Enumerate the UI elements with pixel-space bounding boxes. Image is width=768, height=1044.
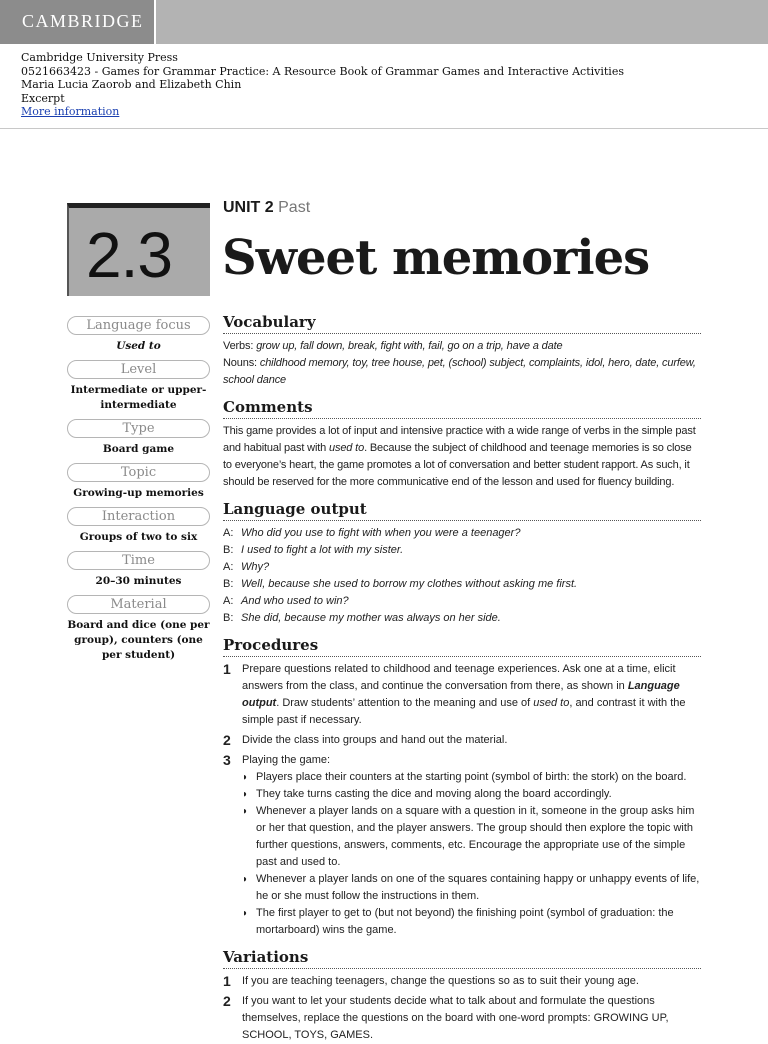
- bullet-icon: ◗: [242, 772, 249, 783]
- vocabulary-verbs: [223, 338, 701, 355]
- variation-number: 2: [223, 993, 231, 1009]
- value-time: 20–30 minutes: [95, 575, 182, 587]
- step-text-emphasis: used to: [533, 697, 570, 709]
- header-divider: [0, 128, 768, 129]
- dialogue-text: Why?: [241, 561, 270, 573]
- excerpt-label: Excerpt: [21, 91, 65, 105]
- step-number: 1: [223, 661, 231, 677]
- label-language-focus: Language focus: [67, 316, 210, 335]
- speaker-label: B:: [223, 578, 234, 590]
- label-time: Time: [67, 551, 210, 570]
- label-type: Type: [67, 419, 210, 438]
- step-text: Prepare questions related to childhood and teenage experiences. Ask one at a time, elicit answers from the class, and continue the conversation from there, as shown in: [242, 663, 676, 692]
- procedures-heading: Procedures: [223, 635, 701, 657]
- variation-text: If you are teaching teenagers, change the questions so as to suit their young age.: [242, 975, 639, 987]
- dialogue-text: I used to fight a lot with my sister.: [241, 544, 404, 556]
- value-language-focus: Used to: [116, 340, 161, 352]
- bullet-item: [223, 905, 701, 939]
- step-text: , and contrast it with the simple past if necessary.: [242, 697, 686, 726]
- bullet-item: [223, 786, 701, 803]
- dialogue-line: [223, 525, 701, 542]
- bullet-text: The first player to get to (but not beyond) the finishing point (symbol of graduation: the mortarboard) wins the game.: [256, 907, 674, 936]
- unit-name: UNIT 2: [223, 199, 274, 216]
- bullet-icon: ◗: [242, 908, 249, 919]
- step-text: Divide the class into groups and hand out the material.: [242, 734, 508, 746]
- unit-number: 2.3: [86, 219, 172, 291]
- dialogue-text: Who did you use to fight with when you were a teenager?: [241, 527, 521, 539]
- bullet-icon: ◗: [242, 806, 249, 817]
- label-material: Material: [67, 595, 210, 614]
- language-output-heading: Language output: [223, 499, 701, 521]
- dialogue-line: [223, 576, 701, 593]
- dialogue-text: She did, because my mother was always on her side.: [241, 612, 501, 624]
- procedure-step-3: [223, 752, 701, 769]
- bullet-icon: ◗: [242, 874, 249, 885]
- dialogue-line: [223, 610, 701, 627]
- logo-box: [0, 0, 156, 44]
- dialogue-line: [223, 542, 701, 559]
- value-topic: Growing-up memories: [73, 487, 204, 499]
- bullet-item: [223, 803, 701, 871]
- bullet-text: Whenever a player lands on one of the squares containing happy or unhappy events of life, he or she must follow the instructions in them.: [256, 873, 700, 902]
- main-content: [223, 312, 701, 1044]
- value-interaction: Groups of two to six: [79, 531, 198, 543]
- bullet-text: They take turns casting the dice and moving along the board accordingly.: [256, 788, 612, 800]
- value-level: Intermediate or upper-intermediate: [70, 384, 207, 411]
- bullet-icon: ◗: [242, 789, 249, 800]
- dialogue-text: And who used to win?: [241, 595, 349, 607]
- speaker-label: A:: [223, 595, 234, 607]
- comments-heading: Comments: [223, 397, 701, 419]
- vocabulary-heading: Vocabulary: [223, 312, 701, 334]
- step-text-bold: Language output: [242, 680, 680, 709]
- comments-text-part1: This game provides a lot of input and intensive practice with a wide range of verbs in the simple past and habitual past with: [223, 425, 696, 454]
- dialogue-text: Well, because she used to borrow my clothes without asking me first.: [241, 578, 578, 590]
- verbs-list: grow up, fall down, break, fight with, fail, go on a trip, have a date: [256, 340, 563, 352]
- bullet-text: Players place their counters at the starting point (symbol of birth: the stork) on the board.: [256, 771, 687, 783]
- step-text: . Draw students’ attention to the meaning and use of: [276, 697, 534, 709]
- nouns-label: Nouns:: [223, 357, 257, 369]
- publisher-info: [21, 51, 624, 119]
- vocabulary-nouns: [223, 355, 701, 389]
- more-information-link[interactable]: More information: [21, 105, 120, 119]
- variation-number: 1: [223, 973, 231, 989]
- bullet-item: [223, 769, 701, 786]
- label-level: Level: [67, 360, 210, 379]
- speaker-label: A:: [223, 527, 234, 539]
- value-material: Board and dice (one per group), counters (one per student): [67, 619, 210, 661]
- step-text: Playing the game:: [242, 754, 331, 766]
- bullet-item: [223, 871, 701, 905]
- page-title: Sweet memories: [222, 230, 650, 286]
- verbs-label: Verbs:: [223, 340, 254, 352]
- book-authors: Maria Lucia Zaorob and Elizabeth Chin: [21, 78, 242, 92]
- step-number: 2: [223, 732, 231, 748]
- comments-text-emphasis: used to: [329, 442, 365, 454]
- speaker-label: A:: [223, 561, 234, 573]
- procedure-step-2: [223, 732, 701, 749]
- activity-info-sidebar: [67, 316, 210, 669]
- dialogue-list: [223, 525, 701, 627]
- publisher-name: Cambridge University Press: [21, 51, 178, 64]
- speaker-label: B:: [223, 544, 234, 556]
- variations-heading: Variations: [223, 947, 701, 969]
- step-number: 3: [223, 752, 231, 768]
- label-topic: Topic: [67, 463, 210, 482]
- book-isbn-title: 0521663423 - Games for Grammar Practice: A Resource Book of Grammar Games and Interactive Activities: [21, 64, 624, 78]
- value-type: Board game: [102, 443, 175, 455]
- cambridge-logo[interactable]: CAMBRIDGE: [22, 11, 144, 31]
- nouns-list: childhood memory, toy, tree house, pet, (school) subject, complaints, idol, hero, date, curfew, school dance: [223, 357, 696, 386]
- dialogue-line: [223, 593, 701, 610]
- speaker-label: B:: [223, 612, 234, 624]
- procedure-step-1: [223, 661, 701, 729]
- label-interaction: Interaction: [67, 507, 210, 526]
- bullet-text: Whenever a player lands on a square with a question in it, someone in the group asks him or her that question, and the player answers. The group should then explore the topic with further questions, answers, comments, etc. Encourage the appropriate use of the simple past and used to.: [256, 805, 695, 868]
- dialogue-line: [223, 559, 701, 576]
- variation-2: [223, 993, 701, 1044]
- comments-text-part2: . Because the subject of childhood and teenage memories is so close to everyone’s heart, the game promotes a lot of conversation and better student rapport. As such, it should be reserved for the more communicative end of the lesson and used for fluency building.: [223, 442, 692, 488]
- variation-text: If you want to let your students decide what to talk about and formulate the questions themselves, replace the questions on the board with one-word prompts: GROWING UP, SCHOOL, TOYS, GAMES.: [242, 995, 669, 1041]
- top-banner: [0, 0, 768, 44]
- comments-text: [223, 423, 701, 491]
- variation-1: [223, 973, 701, 990]
- unit-label: [223, 199, 310, 217]
- unit-topic: Past: [278, 199, 311, 216]
